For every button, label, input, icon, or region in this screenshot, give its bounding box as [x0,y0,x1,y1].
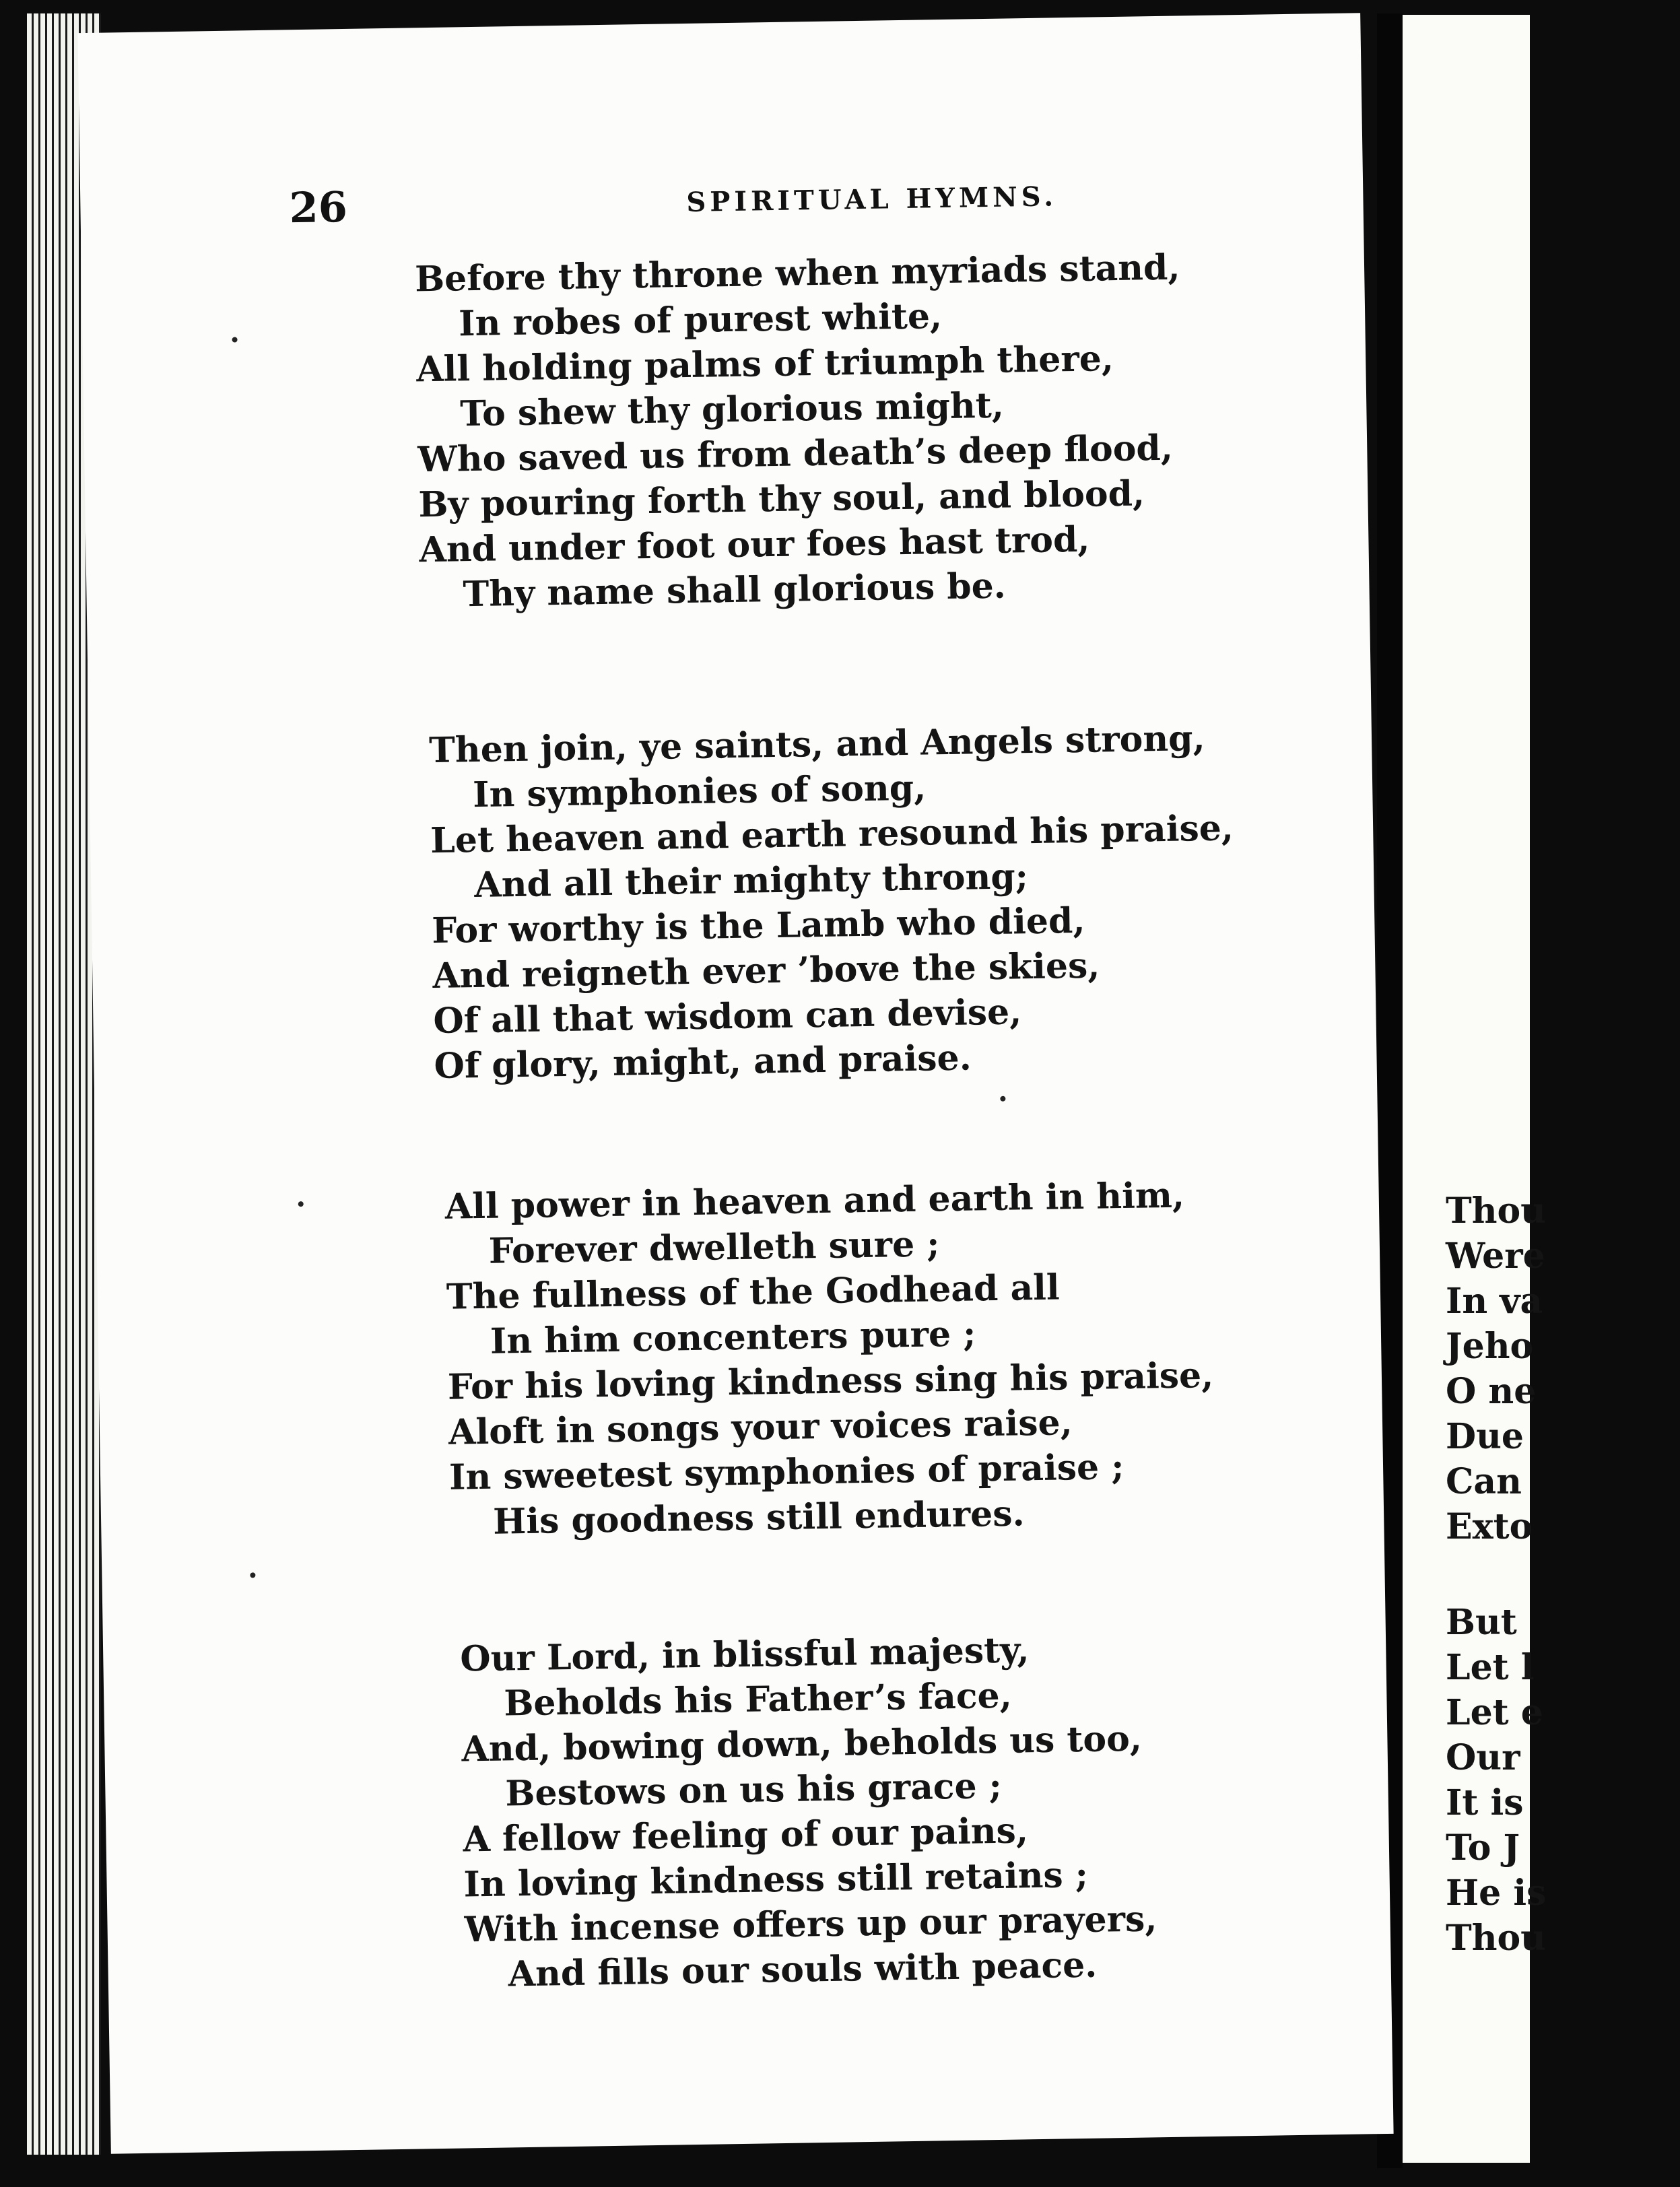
verse-line: In symphonies of song, [472,767,927,816]
verse-line: By pouring forth thy soul, and blood, [417,473,1145,526]
page-header [289,168,1232,237]
verse-line: Who saved us from death’s deep flood, [417,427,1174,481]
ink-speck [232,337,237,342]
verse-line: Beholds his Father’s face, [503,1675,1013,1724]
verse-line: Aloft in songs your voices raise, [448,1402,1073,1453]
verse-line: Then join, ye saints, and Angels strong, [428,717,1206,772]
right-line: Jeho [1446,1326,1534,1367]
ink-speck [1000,1096,1005,1102]
verse-line: With incense offers up our prayers, [464,1898,1157,1951]
verse-line: All power in heaven and earth in him, [444,1174,1185,1227]
verse-line: In him concenters pure ; [490,1313,976,1362]
page-number: 26 [288,182,348,233]
verse-line: In loving kindness still retains ; [463,1854,1089,1906]
verse-line: A fellow feeling of our pains, [463,1810,1029,1860]
verse-line: In sweetest symphonies of praise ; [448,1446,1124,1498]
right-line: Our [1446,1737,1520,1778]
verse-line: Forever dwelleth sure ; [488,1223,940,1272]
verse-line: Let heaven and earth resound his praise, [430,807,1234,862]
verse-line: Bestows on us his grace ; [505,1765,1003,1815]
verse-line: Thy name shall glorious be. [463,565,1007,615]
verse-line: For worthy is the Lamb who died, [431,900,1085,952]
verse-line: And reigneth ever ’bove the skies, [432,945,1100,997]
verse-line: To shew thy glorious might, [459,384,1005,435]
right-line: Let e [1446,1692,1543,1733]
verse-line: In robes of purest white, [458,296,943,345]
verse-line: And under foot our foes hast trod, [419,518,1090,571]
verse-line: Our Lord, in blissful majesty, [459,1629,1030,1680]
verse-line: All holding palms of triumph there, [415,338,1114,391]
verse-line: Before thy throne when myriads stand, [414,246,1180,300]
right-line: It is [1446,1782,1524,1823]
verse-line: Of all that wisdom can devise, [433,991,1022,1042]
verse-line: Of glory, might, and praise. [434,1037,972,1087]
right-line: Let l [1446,1647,1535,1688]
verse-line: And all their mighty throng; [473,856,1029,906]
verse-line: And fills our souls with peace. [508,1944,1098,1995]
right-line: Due [1446,1416,1524,1457]
right-line: In va [1446,1281,1543,1322]
stanza-4 [460,1617,1677,1997]
right-line: Exto [1446,1506,1533,1547]
right-line: He is [1446,1873,1547,1914]
stanza-2 [429,709,1646,1089]
verse-line: And, bowing down, beholds us too, [461,1718,1143,1770]
ink-speck [298,1201,304,1207]
running-title: SPIRITUAL HYMNS. [686,180,1058,218]
verse-line: For his loving kindness sing his praise, [447,1354,1214,1408]
left-page [77,13,1393,2154]
verse-line: His goodness still endures. [492,1493,1026,1543]
right-line: To J [1446,1827,1520,1869]
ink-speck [250,1572,255,1578]
right-line: Thou [1446,1190,1546,1232]
right-line: O ne [1446,1371,1537,1412]
right-line: Can [1446,1461,1522,1502]
verse-line: The fullness of the Godhead all [446,1267,1061,1318]
stanza-3 [444,1166,1662,1545]
right-line: Thou [1446,1918,1546,1959]
right-line: But [1446,1602,1517,1643]
stanza-1 [415,238,1632,617]
right-line: Were [1446,1236,1545,1277]
